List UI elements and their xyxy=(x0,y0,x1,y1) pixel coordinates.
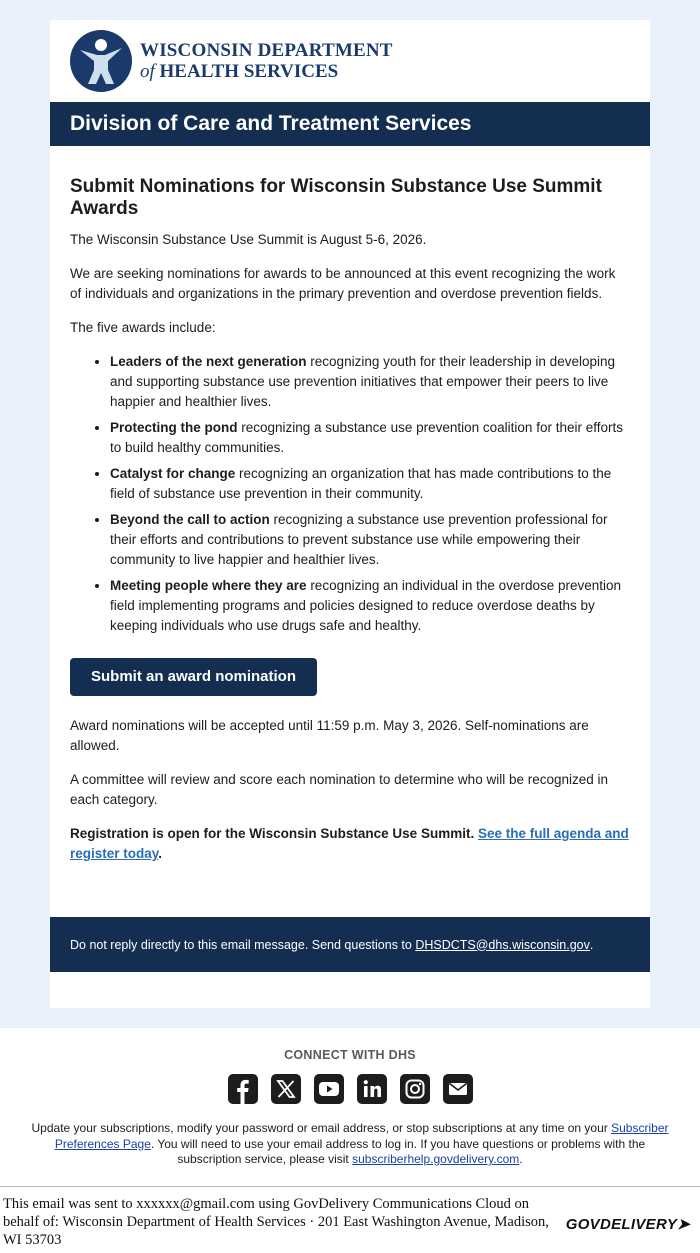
award-name: Leaders of the next generation xyxy=(110,354,307,369)
social-links xyxy=(0,1074,700,1104)
award-name: Beyond the call to action xyxy=(110,512,270,527)
govdelivery-arrow-icon: ➤ xyxy=(677,1215,690,1233)
x-icon[interactable] xyxy=(271,1074,301,1104)
article-para-6 xyxy=(70,824,630,864)
dhs-figure-logo-icon xyxy=(70,30,132,92)
org-name-rest: HEALTH SERVICES xyxy=(159,61,339,82)
contact-footer xyxy=(50,917,650,972)
award-name: Meeting people where they are xyxy=(110,578,307,593)
award-desc: recognizing a substance use prevention coalition for their efforts to build healthy communities. xyxy=(110,420,623,455)
award-desc: recognizing youth for their leadership in developing and supporting substance use prevention initiatives that empower their peers to live happier and healthier lives. xyxy=(110,354,615,409)
org-name-prefix: of xyxy=(140,61,155,82)
subs-text-2: . You will need to use your email address to log in. If you have questions or problems with the subscription service, please visit xyxy=(150,1136,646,1166)
subscription-notice xyxy=(0,1121,700,1168)
list-item xyxy=(110,464,630,504)
submit-nomination-button[interactable]: Submit an award nomination xyxy=(70,658,317,696)
article xyxy=(50,146,650,864)
govdelivery-brand: GOVDELIVERY xyxy=(565,1215,678,1233)
list-item xyxy=(110,352,630,412)
connect-title: CONNECT WITH DHS xyxy=(284,1048,416,1062)
sender-footer xyxy=(0,1186,700,1249)
instagram-icon[interactable] xyxy=(400,1074,430,1104)
award-desc: recognizing an organization that has made contributions to the field of substance use prevention in their community. xyxy=(110,466,612,501)
list-item xyxy=(110,418,630,458)
contact-end: . xyxy=(589,937,594,952)
subs-text-3: . xyxy=(519,1152,523,1166)
list-item xyxy=(110,576,630,636)
article-para-3: The five awards include: xyxy=(70,320,216,335)
contact-text: Do not reply directly to this email message. Send questions to xyxy=(70,937,412,952)
org-name-line1: WISCONSIN DEPARTMENT xyxy=(140,40,393,61)
awards-list xyxy=(70,352,630,636)
header-logo[interactable] xyxy=(50,20,650,102)
registration-text: Registration is open for the Wisconsin Substance Use Summit. xyxy=(70,826,478,841)
subs-text-1: Update your subscriptions, modify your password or email address, or stop subscriptions at any time on your xyxy=(31,1121,612,1135)
article-para-1: The Wisconsin Substance Use Summit is August 5-6, 2026. xyxy=(70,232,427,247)
award-name: Protecting the pond xyxy=(110,420,238,435)
sender-info: This email was sent to xxxxxx@gmail.com using GovDelivery Communications Cloud on behalf of: Wisconsin Department of Health Services · 201 East Washington Avenue, Madison, WI 53703 xyxy=(3,1195,549,1248)
connect-section xyxy=(0,1028,700,1168)
email-card xyxy=(50,20,650,1008)
award-desc: recognizing a substance use prevention professional for their efforts and contributions to prevent substance use while empowering their community to live happier and healthier lives. xyxy=(110,512,608,567)
division-banner: Division of Care and Treatment Services xyxy=(50,102,650,146)
govdelivery-logo[interactable] xyxy=(566,1215,690,1233)
article-title: Submit Nominations for Wisconsin Substance Use Summit Awards xyxy=(70,176,602,219)
email-icon[interactable] xyxy=(443,1074,473,1104)
agenda-register-link[interactable]: See the full agenda and register today xyxy=(70,826,629,861)
youtube-icon[interactable] xyxy=(314,1074,344,1104)
org-name-line2 xyxy=(140,61,393,82)
award-desc: recognizing an individual in the overdose prevention field implementing programs and policies designed to reduce overdose deaths by keeping individuals who use drugs safe and healthy. xyxy=(110,578,622,633)
article-para-4: Award nominations will be accepted until 11:59 p.m. May 3, 2026. Self-nominations are allowed. xyxy=(70,718,589,753)
contact-email-link[interactable]: DHSDCTS@dhs.wisconsin.gov xyxy=(415,937,590,952)
article-para-5: A committee will review and score each nomination to determine who will be recognized in each category. xyxy=(70,772,609,807)
subscriber-help-link[interactable]: subscriberhelp.govdelivery.com xyxy=(352,1152,520,1166)
facebook-icon[interactable] xyxy=(228,1074,258,1104)
list-item xyxy=(110,510,630,570)
subscriber-preferences-link[interactable]: Subscriber Preferences Page xyxy=(54,1121,669,1151)
registration-end: . xyxy=(158,846,163,861)
linkedin-icon[interactable] xyxy=(357,1074,387,1104)
award-name: Catalyst for change xyxy=(110,466,236,481)
org-name xyxy=(140,40,393,82)
article-para-2: We are seeking nominations for awards to be announced at this event recognizing the work of individuals and organizations in the primary prevention and overdose prevention fields. xyxy=(70,266,616,301)
